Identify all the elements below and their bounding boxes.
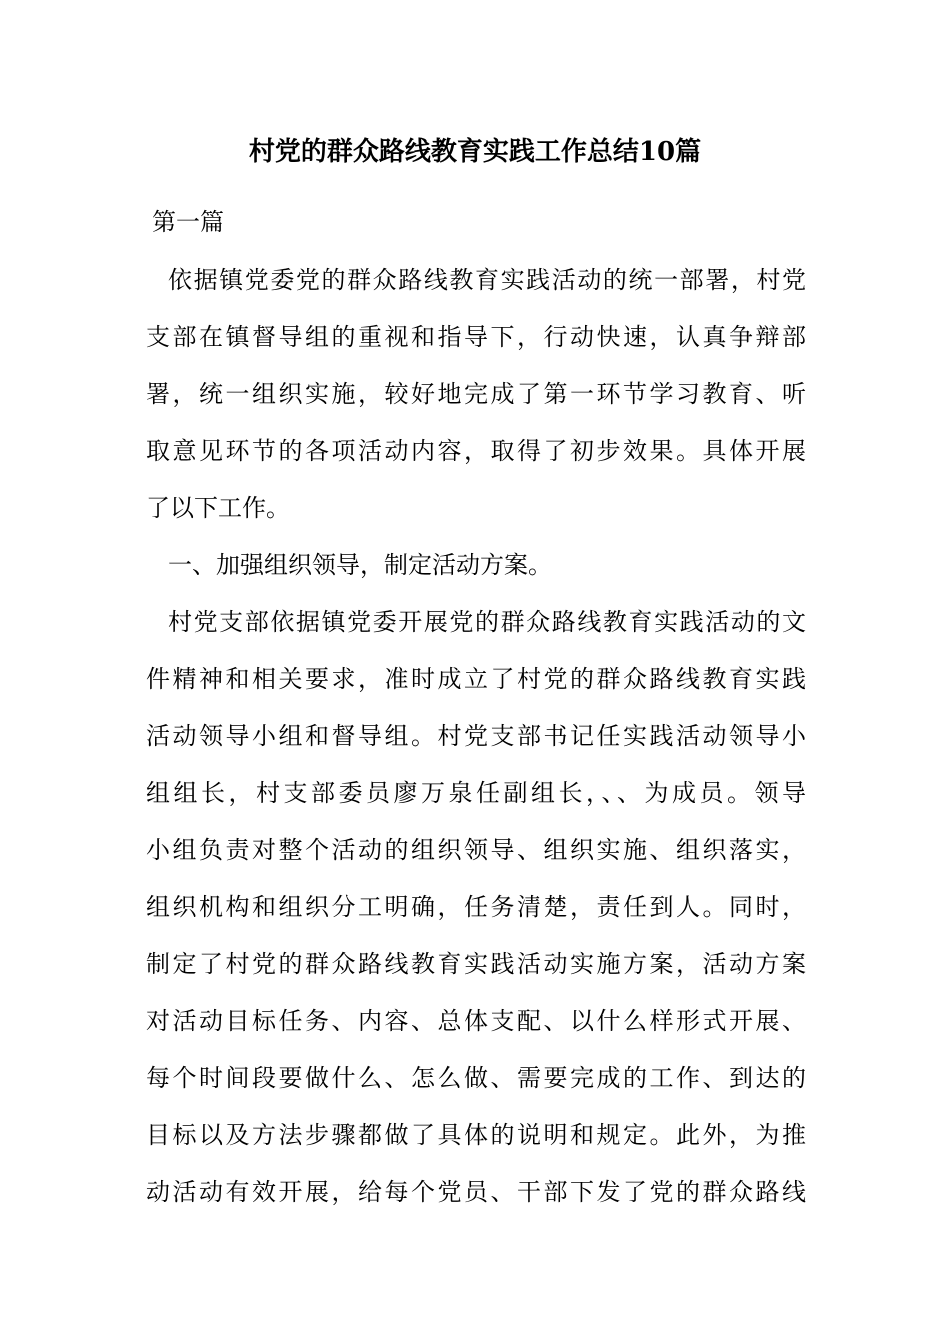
section-heading: 一、加强组织领导，制定活动方案。 <box>168 551 552 579</box>
paragraph-2-line: 件精神和相关要求，准时成立了村党的群众路线教育实践 <box>146 665 806 693</box>
paragraph-1-line: 署，统一组织实施，较好地完成了第一环节学习教育、听 <box>146 380 806 408</box>
document-title: 村党的群众路线教育实践工作总结10篇 <box>248 137 702 167</box>
paragraph-2-line: 村党支部依据镇党委开展党的群众路线教育实践活动的文 <box>168 608 806 636</box>
paragraph-2-line: 对活动目标任务、内容、总体支配、以什么样形式开展、 <box>146 1007 806 1035</box>
paragraph-2-line: 活动领导小组和督导组。村党支部书记任实践活动领导小 <box>146 722 806 750</box>
paragraph-2-line: 组织机构和组织分工明确，任务清楚，责任到人。同时， <box>146 893 806 921</box>
paragraph-1-line: 了以下工作。 <box>146 494 290 522</box>
paragraph-1-line: 依据镇党委党的群众路线教育实践活动的统一部署，村党 <box>168 266 806 294</box>
paragraph-2-line: 目标以及方法步骤都做了具体的说明和规定。此外，为推 <box>146 1121 806 1149</box>
paragraph-1-line: 取意见环节的各项活动内容，取得了初步效果。具体开展 <box>146 437 806 465</box>
paragraph-2-line: 每个时间段要做什么、怎么做、需要完成的工作、到达的 <box>146 1064 806 1092</box>
section-label: 第一篇 <box>152 208 224 236</box>
paragraph-2-line: 小组负责对整个活动的组织领导、组织实施、组织落实， <box>146 836 806 864</box>
paragraph-1-line: 支部在镇督导组的重视和指导下，行动快速，认真争辩部 <box>146 323 806 351</box>
paragraph-2-line: 动活动有效开展，给每个党员、干部下发了党的群众路线 <box>146 1178 806 1206</box>
paragraph-2-line: 制定了村党的群众路线教育实践活动实施方案，活动方案 <box>146 950 806 978</box>
paragraph-2-line: 组组长，村支部委员廖万泉任副组长，、、为成员。领导 <box>146 779 806 807</box>
